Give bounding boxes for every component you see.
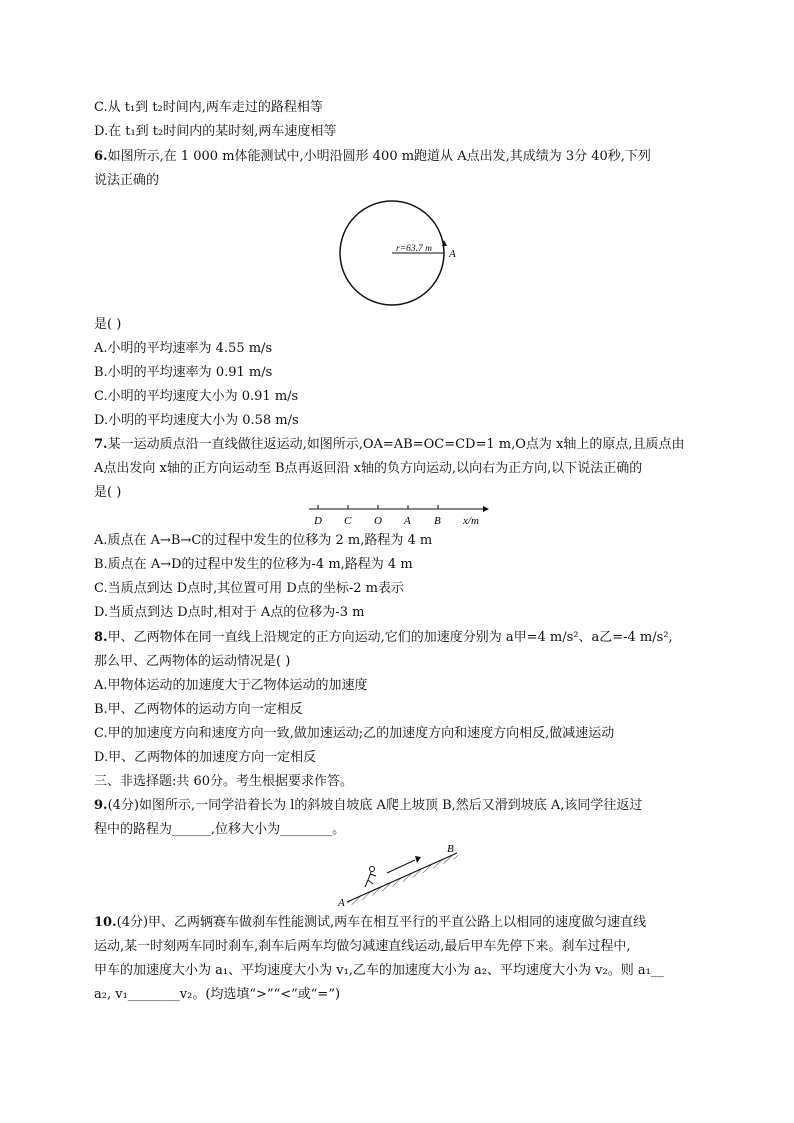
question-6-line-1 (94, 148, 651, 166)
option-6d: D.小明的平均速度大小为 0.58 m/s (94, 413, 299, 428)
direction-arrow-icon (415, 856, 421, 863)
option-7d: D.当质点到达 D点时,相对于 A点的位移为-3 m (94, 605, 365, 620)
question-9-number: 9. (94, 798, 108, 813)
axis-arrow-icon (483, 506, 489, 512)
question-10-number: 10. (94, 915, 117, 930)
option-6c: C.小明的平均速度大小为 0.91 m/s (94, 389, 299, 404)
question-10-line-2: 运动,某一时刻两车同时刹车,刹车后两车均做匀减速直线运动,最后甲车先停下来。刹车过程中, (94, 939, 631, 954)
slope-hatching (347, 853, 459, 906)
question-9-line-1 (94, 797, 642, 815)
option-5c: C.从 t₁到 t₂时间内,两车走过的路程相等 (94, 100, 323, 115)
direction-arrow-line (387, 860, 415, 873)
label-d: D (314, 515, 322, 527)
question-8-line-1 (94, 629, 673, 647)
slope-line (347, 853, 457, 902)
option-5d: D.在 t₁到 t₂时间内的某时刻,两车速度相等 (94, 124, 337, 139)
question-6-number: 6. (94, 149, 108, 164)
option-6b: B.小明的平均速率为 0.91 m/s (94, 365, 273, 380)
question-7-number: 7. (94, 437, 108, 452)
question-10-line-4: a₂, v₁________v₂。(均选填“>”“<”或“=”) (94, 987, 341, 1002)
option-6a: A.小明的平均速率为 4.55 m/s (94, 341, 273, 356)
question-6-text: 如图所示,在 1 000 m体能测试中,小明沿圆形 400 m跑道从 A点出发,其成绩为 3分 40秒,下列 (107, 149, 651, 164)
option-8a: A.甲物体运动的加速度大于乙物体运动的加速度 (94, 678, 368, 693)
question-9-line-2: 程中的路程为______,位移大小为________。 (94, 822, 346, 837)
label-b: B (434, 515, 441, 527)
number-line-figure (305, 503, 495, 529)
label-o: O (374, 515, 382, 527)
label-a: A (404, 515, 411, 527)
student-icon (365, 867, 376, 888)
point-a-label: A (449, 248, 456, 260)
point-a-label: A (338, 897, 345, 909)
question-8-line-2: 那么甲、乙两物体的运动情况是( ) (94, 654, 291, 669)
point-b-label: B (447, 843, 454, 855)
label-c: C (344, 515, 352, 527)
radius-label: r=63.7 m (396, 244, 432, 254)
question-7-line-2: A点出发向 x轴的正方向运动至 B点再返回沿 x轴的负方向运动,以向右为正方向,以下说法正确的 (94, 461, 643, 476)
section-heading: 三、非选择题:共 60分。考生根据要求作答。 (94, 774, 354, 789)
question-9-text: (4分)如图所示,一同学沿着长为 l的斜坡自坡底 A爬上坡顶 B,然后又滑到坡底 A,该同学往返过 (107, 798, 643, 813)
option-7a: A.质点在 A→B→C的过程中发生的位移为 2 m,路程为 4 m (94, 533, 433, 548)
question-6-line-2: 说法正确的 (94, 173, 160, 188)
question-6-line-3: 是( ) (94, 317, 122, 332)
slope-figure (335, 842, 470, 912)
question-10-text: (4分)甲、乙两辆赛车做刹车性能测试,两车在相互平行的平直公路上以相同的速度做匀速直线 (116, 915, 647, 930)
question-10-line-1 (94, 914, 646, 932)
option-7c: C.当质点到达 D点时,其位置可用 D点的坐标-2 m表示 (94, 581, 404, 596)
option-7b: B.质点在 A→D的过程中发生的位移为-4 m,路程为 4 m (94, 557, 413, 572)
question-7-line-3: 是( ) (94, 485, 122, 500)
question-10-line-3: 甲车的加速度大小为 a₁、平均速度大小为 v₁,乙车的加速度大小为 a₂、平均速度大小为 v₂。则 a₁__ (94, 963, 664, 978)
question-7-line-1 (94, 436, 685, 454)
option-8b: B.甲、乙两物体的运动方向一定相反 (94, 702, 303, 717)
question-8-text: 甲、乙两物体在同一直线上沿规定的正方向运动,它们的加速度分别为 a甲=4 m/s²、a乙=-4 m/s², (107, 630, 673, 645)
axis-label: x/m (463, 515, 479, 527)
option-8c: C.甲的加速度方向和速度方向一致,做加速运动;乙的加速度方向和速度方向相反,做减速运动 (94, 726, 615, 741)
question-7-text: 某一运动质点沿一直线做往返运动,如图所示,OA=AB=OC=CD=1 m,O点为 x轴上的原点,且质点由 (107, 437, 685, 452)
circle-track-figure (330, 196, 470, 312)
question-8-number: 8. (94, 630, 108, 645)
option-8d: D.甲、乙两物体的加速度方向一定相反 (94, 750, 317, 765)
